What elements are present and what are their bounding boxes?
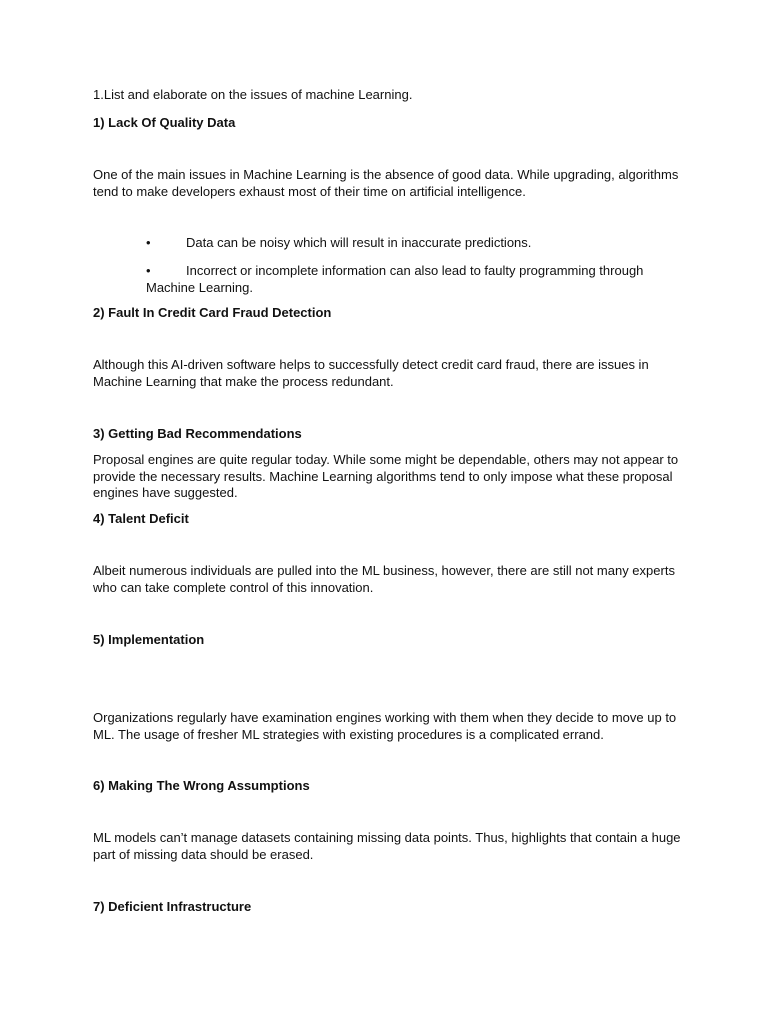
section-heading-1: 1) Lack Of Quality Data: [93, 115, 236, 130]
section-heading-6: 6) Making The Wrong Assumptions: [93, 778, 310, 793]
question-title: 1.List and elaborate on the issues of machine Learning.: [93, 87, 413, 102]
section-heading-2: 2) Fault In Credit Card Fraud Detection: [93, 305, 332, 320]
bullet-text: Data can be noisy which will result in inaccurate predictions.: [186, 235, 532, 250]
section-paragraph-3: Proposal engines are quite regular today. While some might be dependable, others may not appear to provide the necessary results. Machine Learning algorithms tend to only impose what these proposal engines have suggested.: [93, 452, 679, 500]
section-heading-4: 4) Talent Deficit: [93, 511, 189, 526]
section-paragraph-6: ML models can’t manage datasets containing missing data points. Thus, highlights that contain a huge part of missing data should be erased.: [93, 830, 681, 862]
section-paragraph-2: Although this AI-driven software helps to successfully detect credit card fraud, there are issues in Machine Learning that make the process redundant.: [93, 357, 649, 389]
section-heading-3: 3) Getting Bad Recommendations: [93, 426, 302, 441]
section-paragraph-4: Albeit numerous individuals are pulled into the ML business, however, there are still not many experts who can take complete control of this innovation.: [93, 563, 675, 595]
bullet-icon: •: [146, 235, 151, 250]
section-paragraph-5: Organizations regularly have examination engines working with them when they decide to move up to ML. The usage of fresher ML strategies with existing procedures is a complicated errand.: [93, 710, 677, 742]
bullet-item-1: [146, 235, 676, 252]
bullet-item-2: [146, 263, 676, 296]
section-heading-7: 7) Deficient Infrastructure: [93, 899, 252, 914]
section-heading-5: 5) Implementation: [93, 632, 205, 647]
section-paragraph-1: One of the main issues in Machine Learning is the absence of good data. While upgrading, algorithms tend to make developers exhaust most of their time on artificial intelligence.: [93, 167, 679, 199]
bullet-text: Incorrect or incomplete information can also lead to faulty programming through Machine Learning.: [146, 263, 644, 295]
bullet-icon: •: [146, 263, 151, 278]
